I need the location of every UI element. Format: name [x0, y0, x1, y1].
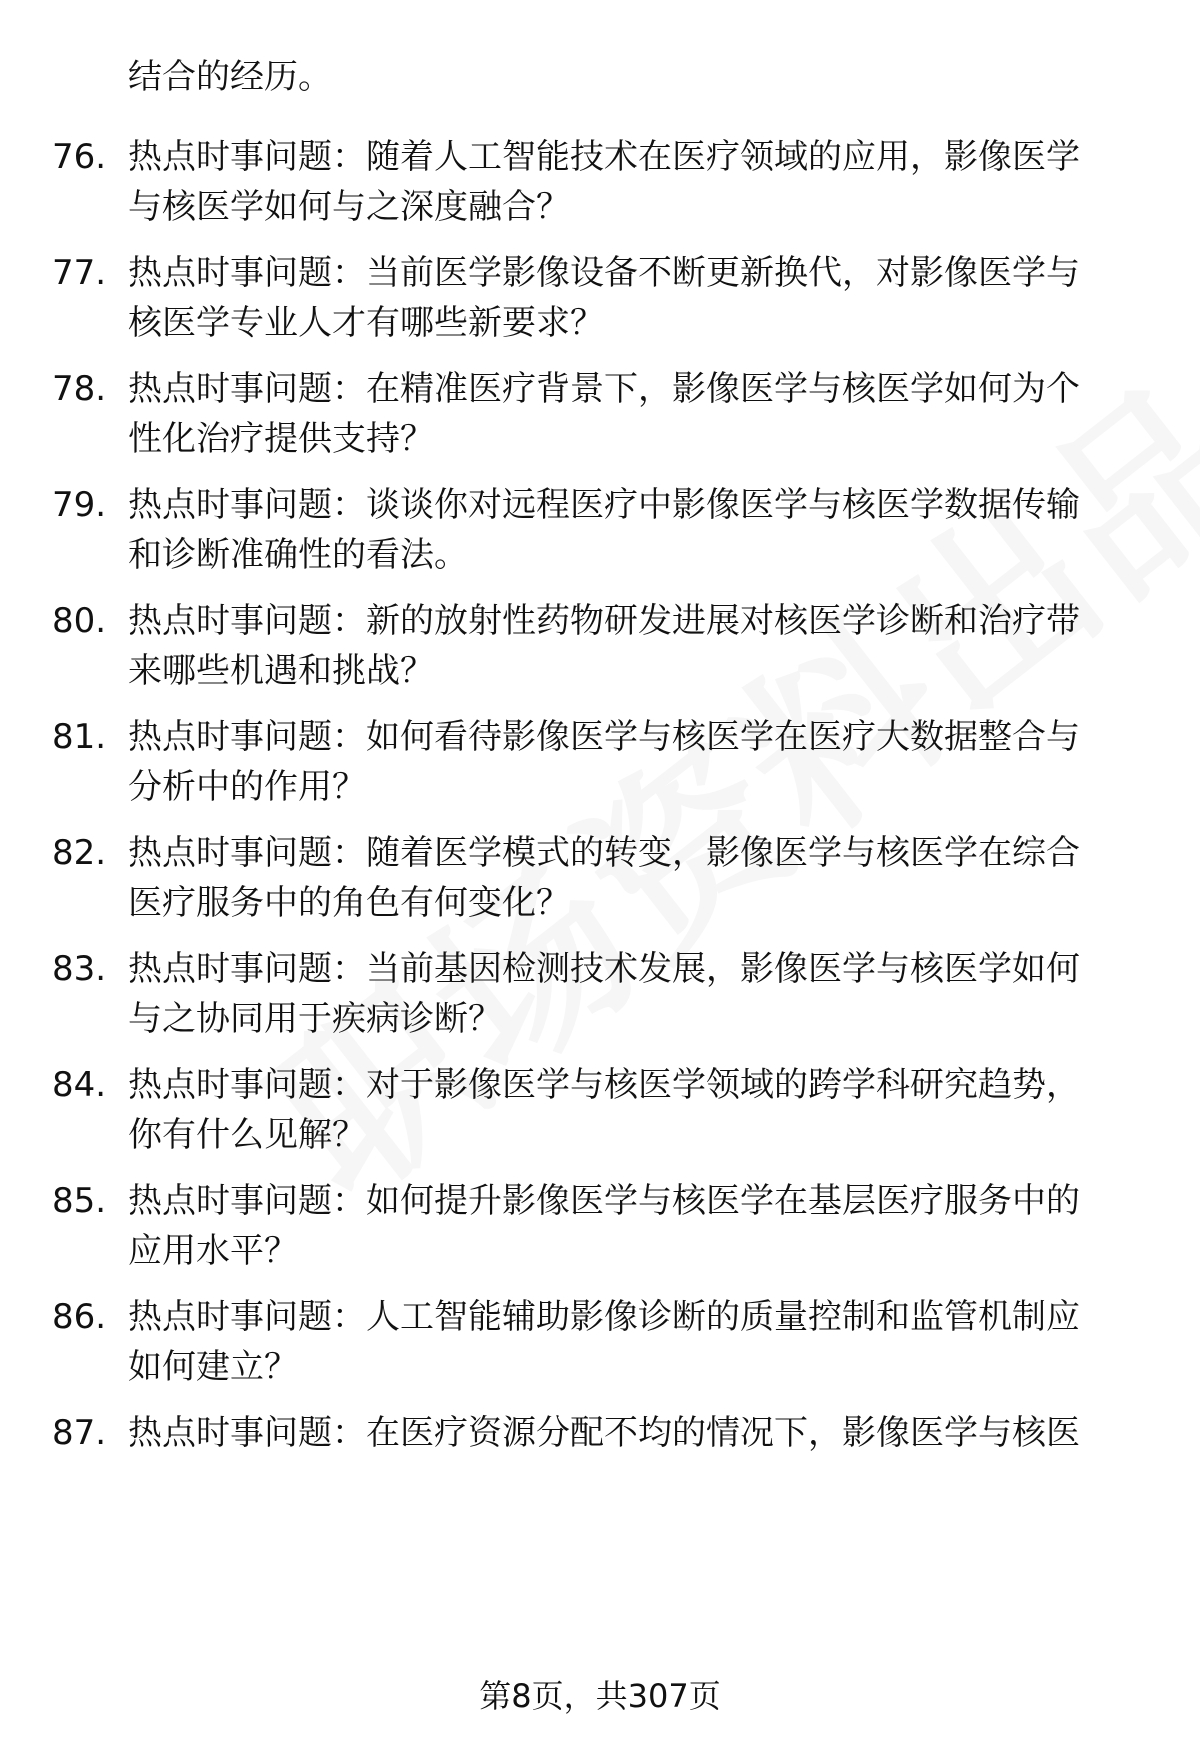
item-text-line: 和诊断准确性的看法。	[128, 535, 468, 575]
item-text-line: 热点时事问题：在医疗资源分配不均的情况下，影像医学与核医	[128, 1413, 1080, 1453]
item-text-line: 热点时事问题：如何看待影像医学与核医学在医疗大数据整合与	[128, 717, 1080, 757]
item-number: 76.	[52, 137, 107, 177]
item-number: 81.	[52, 717, 107, 757]
item-text-line: 热点时事问题：新的放射性药物研发进展对核医学诊断和治疗带	[128, 601, 1080, 641]
item-number: 80.	[52, 601, 107, 641]
item-number: 83.	[52, 949, 107, 989]
item-text-line: 应用水平？	[128, 1231, 298, 1271]
item-text-line: 来哪些机遇和挑战？	[128, 651, 434, 691]
item-text-line: 如何建立？	[128, 1347, 298, 1387]
item-text-line: 与核医学如何与之深度融合？	[128, 187, 570, 227]
page-footer: 第8页，共307页	[479, 1677, 721, 1715]
item-text-line: 热点时事问题：对于影像医学与核医学领域的跨学科研究趋势，	[128, 1065, 1080, 1105]
item-text-line: 热点时事问题：随着人工智能技术在医疗领域的应用，影像医学	[128, 137, 1080, 177]
item-text-line: 分析中的作用？	[128, 767, 366, 807]
item-text-line: 与之协同用于疾病诊断？	[128, 999, 502, 1039]
item-number: 84.	[52, 1065, 107, 1105]
continuation-text: 结合的经历。	[128, 57, 332, 97]
item-text-line: 热点时事问题：人工智能辅助影像诊断的质量控制和监管机制应	[128, 1297, 1080, 1337]
item-text-line: 热点时事问题：当前医学影像设备不断更新换代，对影像医学与	[128, 253, 1080, 293]
item-text-line: 热点时事问题：谈谈你对远程医疗中影像医学与核医学数据传输	[128, 485, 1080, 525]
item-number: 77.	[52, 253, 107, 293]
item-number: 79.	[52, 485, 107, 525]
item-text-line: 你有什么见解？	[128, 1115, 366, 1155]
item-text-line: 热点时事问题：当前基因检测技术发展，影像医学与核医学如何	[128, 949, 1080, 989]
item-number: 82.	[52, 833, 107, 873]
item-text-line: 核医学专业人才有哪些新要求？	[128, 303, 604, 343]
item-number: 87.	[52, 1413, 107, 1453]
item-text-line: 热点时事问题：如何提升影像医学与核医学在基层医疗服务中的	[128, 1181, 1080, 1221]
item-text-line: 医疗服务中的角色有何变化？	[128, 883, 570, 923]
item-number: 86.	[52, 1297, 107, 1337]
item-text-line: 热点时事问题：在精准医疗背景下，影像医学与核医学如何为个	[128, 369, 1080, 409]
item-text-line: 热点时事问题：随着医学模式的转变，影像医学与核医学在综合	[128, 833, 1080, 873]
item-text-line: 性化治疗提供支持？	[128, 419, 434, 459]
item-number: 85.	[52, 1181, 107, 1221]
item-number: 78.	[52, 369, 107, 409]
